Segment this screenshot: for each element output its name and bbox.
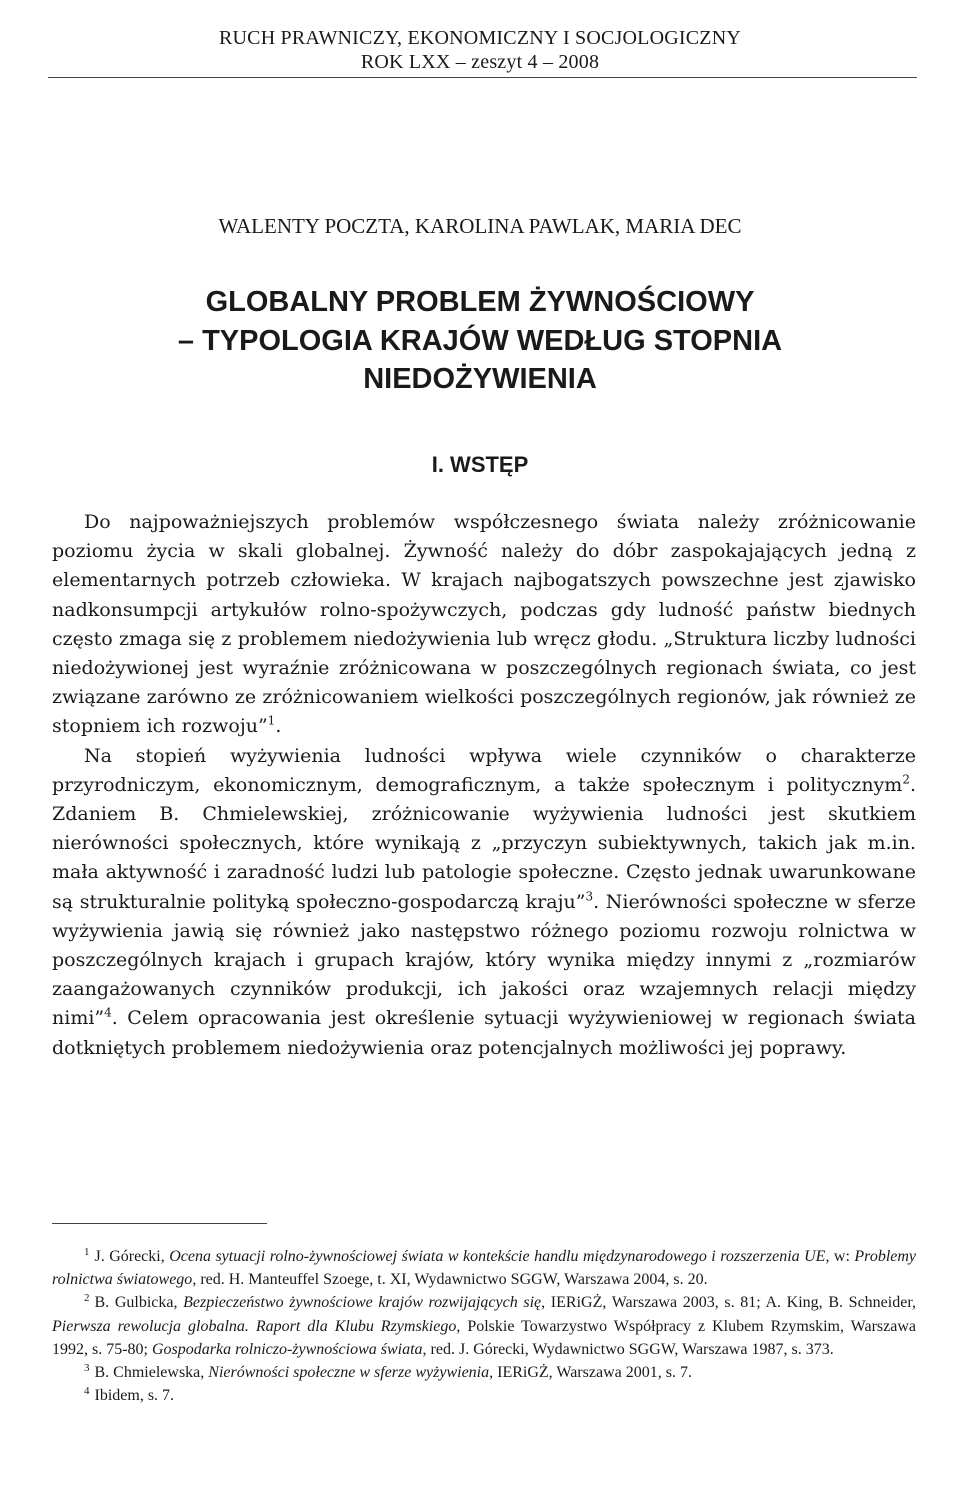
footnote-number: 1 (84, 1245, 90, 1258)
footnote-text: Ibidem, s. 7. (94, 1387, 175, 1405)
footnote-text: , IERiGŻ, Warszawa 2001, s. 7. (489, 1364, 692, 1382)
footnote-number: 2 (84, 1292, 90, 1305)
footnote-ref-1[interactable]: 1 (267, 714, 276, 729)
footnote-1 (52, 1245, 916, 1291)
footnote-text: B. Gulbicka, (94, 1294, 184, 1312)
footnote-italic-text: Nierówności społeczne w sferze wyżywienia (208, 1364, 490, 1382)
footnote-ref-4[interactable]: 4 (104, 1006, 112, 1021)
journal-issue: ROK LXX – zeszyt 4 – 2008 (360, 51, 600, 73)
paragraph-2 (52, 742, 916, 1063)
journal-name: RUCH PRAWNICZY, EKONOMICZNY I SOCJOLOGICZNY (218, 27, 741, 49)
footnote-italic-text: Pierwsza rewolucja globalna. Raport dla Klubu Rzymskiego (52, 1317, 457, 1335)
footnote-ref-3[interactable]: 3 (585, 889, 594, 904)
paragraph-2-part-a: Na stopień wyżywienia ludności wpływa wiele czynników o charakterze przyrodniczym, ekonomicznym, demograficznym, a także społecznym i politycznym (52, 744, 916, 796)
footnote-text: J. Górecki, (94, 1248, 170, 1265)
paragraph-1 (52, 508, 916, 742)
footnote-italic-text: Ocena sytuacji rolno-żywnościowej świata w kontekście handlu międzynarodowego i rozszerzenia UE (169, 1248, 826, 1265)
footnote-4 (52, 1384, 916, 1407)
footnote-italic-text: Bezpieczeństwo żywnościowe krajów rozwijających się (183, 1294, 542, 1312)
footnote-italic-text: Problemy rolnictwa światowego (52, 1248, 917, 1289)
footnote-italic-text: Gospodarka rolniczo-żywnościowa świata (152, 1340, 423, 1358)
article-title-line-1: GLOBALNY PROBLEM ŻYWNOŚCIOWY (205, 286, 755, 318)
footnote-text: B. Chmielewska, (94, 1364, 209, 1382)
article-body (52, 508, 916, 1063)
footnote-rule (52, 1223, 267, 1224)
footnote-number: 3 (84, 1361, 90, 1374)
footnote-text: , w: (825, 1248, 855, 1265)
article-authors: WALENTY POCZTA, KAROLINA PAWLAK, MARIA DEC (218, 214, 742, 238)
paragraph-2-part-d: . Celem opracowania jest określenie sytuacji wyżywieniowej w regionach świata dotkniętych problemem niedożywienia oraz potencjalnych możliwości jej poprawy. (52, 1007, 916, 1059)
paragraph-2-part-b: . Zdaniem B. Chmielewskiej, zróżnicowanie wyżywienia ludności jest skutkiem nierówności społecznych, które wynikają z „przyczyn subiektywnych, takich jak m.in. mała aktywność i zaradność ludzi lub patologie społeczne. Często jednak uwarunkowane są strukturalnie polityką społeczno-gospodarczą kraju” (52, 773, 916, 913)
article-title-line-3: NIEDOŻYWIENIA (363, 363, 597, 395)
header-rule (48, 77, 917, 78)
paragraph-2-part-c: . Nierówności społeczne w sferze wyżywienia jawią się również jako następstwo różnego poziomu rozwoju rolnictwa w poszczególnych krajach i grupach krajów, który wynika między innymi z „rozmiarów zaangażowanych czynników produkcji, ich jakości oraz wzajemnych relacji między nimi” (52, 890, 916, 1030)
section-heading: I. WSTĘP (431, 452, 529, 477)
paragraph-1-text: Do najpoważniejszych problemów współczesnego świata należy zróżnicowanie poziomu życia w skali globalnej. Żywność należy do dóbr zaspokajających jedną z elementarnych potrzeb człowieka. W krajach najbogatszych powszechne jest zjawisko nadkonsumpcji artykułów rolno-spożywczych, podczas gdy ludność państw biednych często zmaga się z problemem niedożywienia lub wręcz głodu. „Struktura liczby ludności niedożywionej jest wyraźnie zróżnicowana w poszczególnych regionach świata, co jest związane zarówno ze zróżnicowaniem wielkości poszczególnych regionów, jak również ze stopniem ich rozwoju” (52, 511, 916, 738)
footnote-2 (52, 1291, 916, 1361)
footnote-text: , red. H. Manteuffel Szoege, t. XI, Wydawnictwo SGGW, Warszawa 2004, s. 20. (192, 1271, 708, 1289)
article-title-line-2: – TYPOLOGIA KRAJÓW WEDŁUG STOPNIA (177, 325, 783, 357)
paragraph-1-tail: . (275, 715, 282, 738)
footnotes (52, 1245, 916, 1407)
footnote-ref-2[interactable]: 2 (902, 772, 910, 787)
footnote-3 (52, 1361, 916, 1384)
footnote-text: , Polskie Towarzystwo Współpracy z Klubem Rzymskim, Warszawa 1992, s. 75-80; (52, 1317, 917, 1358)
footnote-number: 4 (84, 1384, 90, 1397)
footnote-text: , red. J. Górecki, Wydawnictwo SGGW, Warszawa 1987, s. 373. (422, 1340, 834, 1358)
footnote-text: , IERiGŻ, Warszawa 2003, s. 81; A. King, B. Schneider, (541, 1294, 917, 1312)
